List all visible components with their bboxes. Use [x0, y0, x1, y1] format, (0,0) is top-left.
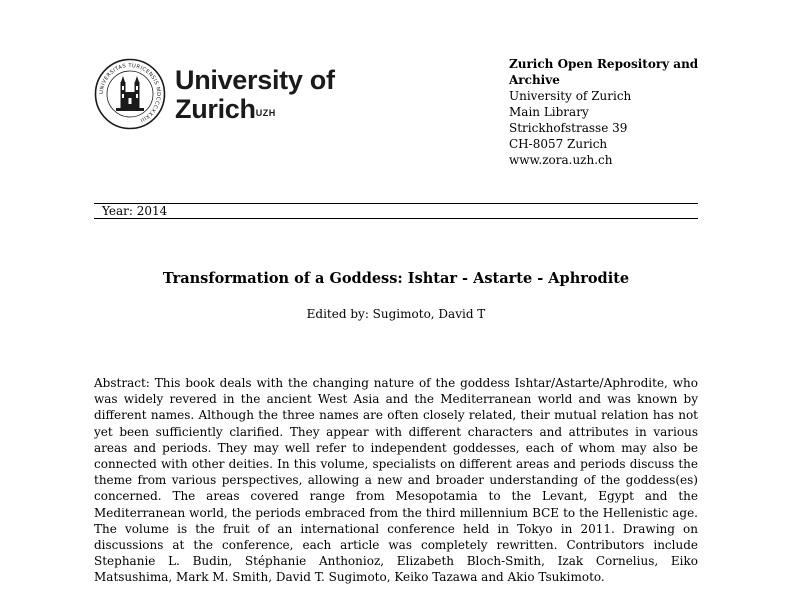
- address-line: Strickhofstrasse 39: [509, 121, 628, 135]
- wordmark-line1: University of: [175, 65, 335, 95]
- top-divider: [94, 203, 698, 204]
- seal-text: UNIVERSITAS TURICENSIS MDCCCXXXIII: [98, 62, 162, 123]
- year-label: Year: 2014: [102, 204, 168, 218]
- editor-line: Edited by: Sugimoto, David T: [306, 307, 486, 321]
- wordmark-zurich: Zurich: [175, 94, 256, 124]
- repository-title: Zurich Open Repository and Archive: [509, 57, 699, 87]
- address-line: CH-8057 Zurich: [509, 137, 608, 151]
- university-wordmark: [175, 66, 335, 124]
- document-title: Transformation of a Goddess: Ishtar - Astarte - Aphrodite: [162, 270, 630, 287]
- wordmark-sup: UZH: [255, 108, 276, 118]
- address-line: University of Zurich: [509, 89, 632, 103]
- address-line: Main Library: [509, 105, 589, 119]
- bottom-divider: [94, 218, 698, 219]
- repository-url[interactable]: www.zora.uzh.ch: [509, 153, 613, 167]
- repository-address: [509, 56, 709, 168]
- university-seal-logo: [94, 58, 166, 130]
- wordmark-line2: [175, 95, 335, 124]
- abstract-text: Abstract: This book deals with the changing nature of the goddess Ishtar/Astarte/Aphrodite, who was widely revered in the ancient West Asia and the Mediterranean world and was known by different names. Although the three names are often closely related, their mutual relation has not yet been sufficiently clarified. They appear with different characters and attributes in various areas and periods. They may well refer to independent goddesses, each of whom may also be connected with other deities. In this volume, specialists on different areas and periods discuss the theme from various perspectives, allowing a new and broader understanding of the goddess(es) concerned. The areas covered range from Mesopotamia to the Levant, Egypt and the Mediterranean world, the periods embraced from the third millennium BCE to the Hellenistic age. The volume is the fruit of an international conference held in Tokyo in 2011. Drawing on discussions at the conference, each article was completely rewritten. Contributors include Stephanie L. Budin, Stéphanie Anthonioz, Elizabeth Bloch-Smith, Izak Cornelius, Eiko Matsushima, Mark M. Smith, David T. Sugimoto, Keiko Tazawa and Akio Tsukimoto.: [94, 376, 698, 585]
